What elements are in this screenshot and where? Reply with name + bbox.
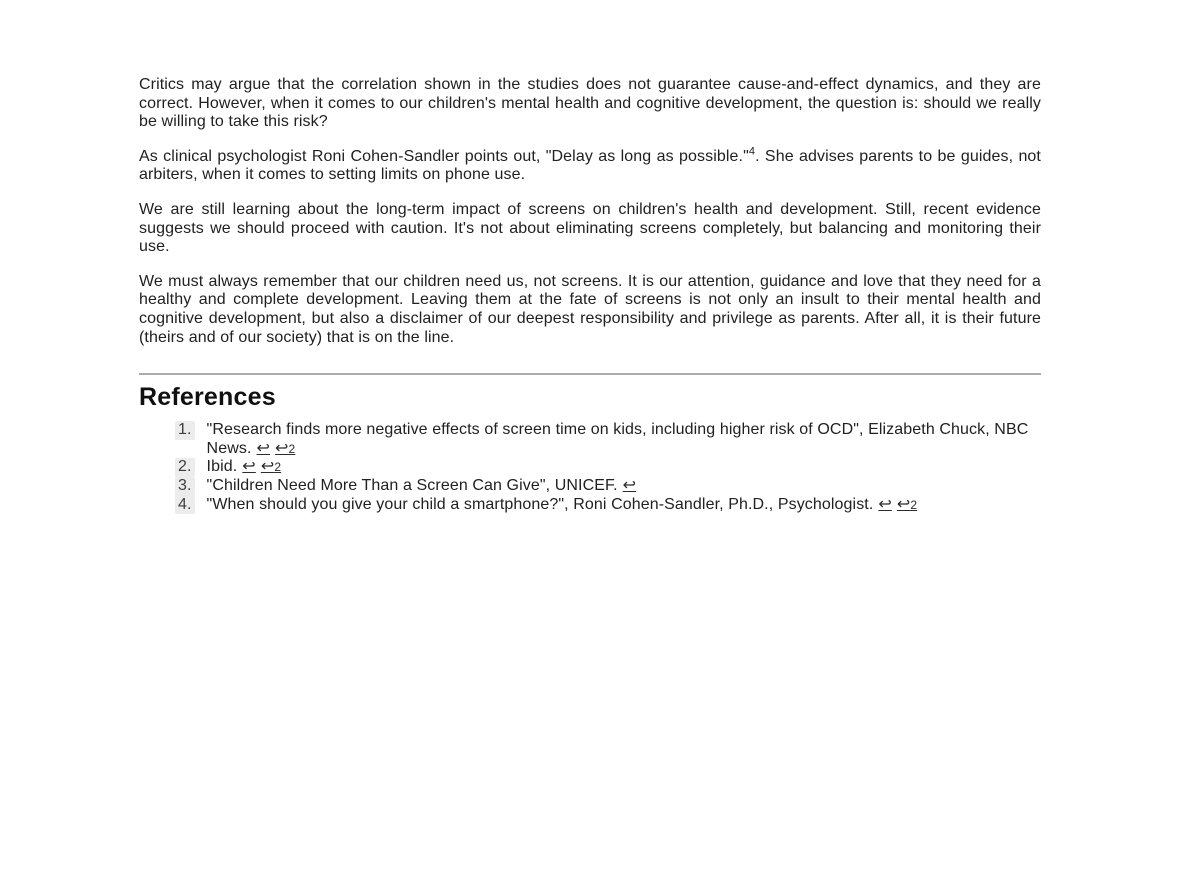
footnote-backref2-icon[interactable] (897, 496, 917, 513)
return-arrow-icon: ↩ (896, 495, 911, 513)
references-heading: References (139, 383, 276, 412)
backref-count-label: 2 (288, 441, 296, 456)
return-arrow-icon: ↩ (260, 458, 275, 476)
paragraph-text-after-footnote: . She advises parents to be guides, not arbiters, when it comes to setting limits on phone use. (139, 147, 1041, 184)
reference-item-2 (139, 458, 1041, 477)
reference-number: 3. (175, 477, 195, 496)
reference-item-1 (139, 421, 1041, 458)
reference-citation: "Children Need More Than a Screen Can Give", UNICEF. (206, 476, 618, 494)
paragraph-children-need-us: We must always remember that our children need us, not screens. It is our attention, guidance and love that they need for a healthy and complete development. Leaving them at the fate of screens is not only an insult to their mental health and cognitive development, but also a disclaimer of our deepest responsibility and privilege as parents. After all, it is their future (theirs and of our society) that is on the line. (139, 272, 1041, 346)
reference-citation: "Research finds more negative effects of screen time on kids, including higher risk of OCD", Elizabeth Chuck, NBC News. (206, 421, 1029, 457)
paragraph-text-before-footnote: As clinical psychologist Roni Cohen-Sandler points out, "Delay as long as possible." (139, 147, 749, 165)
reference-number: 2. (175, 458, 195, 477)
paragraph-critics: Critics may argue that the correlation shown in the studies does not guarantee cause-and-effect dynamics, and they are correct. However, when it comes to our children's mental health and cognitive development, the question is: should we really be willing to take this risk? (139, 76, 1041, 131)
paragraph-long-term-impact: We are still learning about the long-term impact of screens on children's health and development. Still, recent evidence suggests we should proceed with caution. It's not about eliminating screens completely, but balancing and monitoring their use. (139, 200, 1041, 256)
footnote-backref-icon[interactable]: ↩ (242, 458, 256, 476)
reference-citation: "When should you give your child a smartphone?", Roni Cohen-Sandler, Ph.D., Psychologist. (206, 495, 874, 513)
return-arrow-icon: ↩ (275, 439, 289, 457)
reference-text (207, 458, 1041, 477)
footnote-backref-icon[interactable]: ↩ (256, 439, 271, 457)
paragraph-psychologist-quote (139, 145, 1041, 185)
reference-number: 4. (175, 496, 195, 515)
references-list (139, 421, 1041, 514)
reference-citation: Ibid. (206, 458, 238, 476)
backref-count-label: 2 (274, 460, 282, 475)
footnote-reference-4[interactable]: 4 (748, 145, 756, 158)
reference-number: 1. (175, 421, 195, 440)
backref-count-label: 2 (910, 497, 918, 512)
footnote-backref2-icon[interactable] (275, 440, 295, 457)
reference-item-4 (139, 496, 1041, 515)
footnote-backref-icon[interactable]: ↩ (878, 495, 892, 513)
reference-item-3 (139, 477, 1041, 496)
footnote-backref2-icon[interactable] (261, 458, 281, 475)
reference-text (207, 496, 1041, 515)
footnote-backref-icon[interactable]: ↩ (622, 476, 637, 494)
reference-text (207, 477, 1041, 496)
section-divider (139, 373, 1041, 375)
reference-text (207, 421, 1041, 458)
